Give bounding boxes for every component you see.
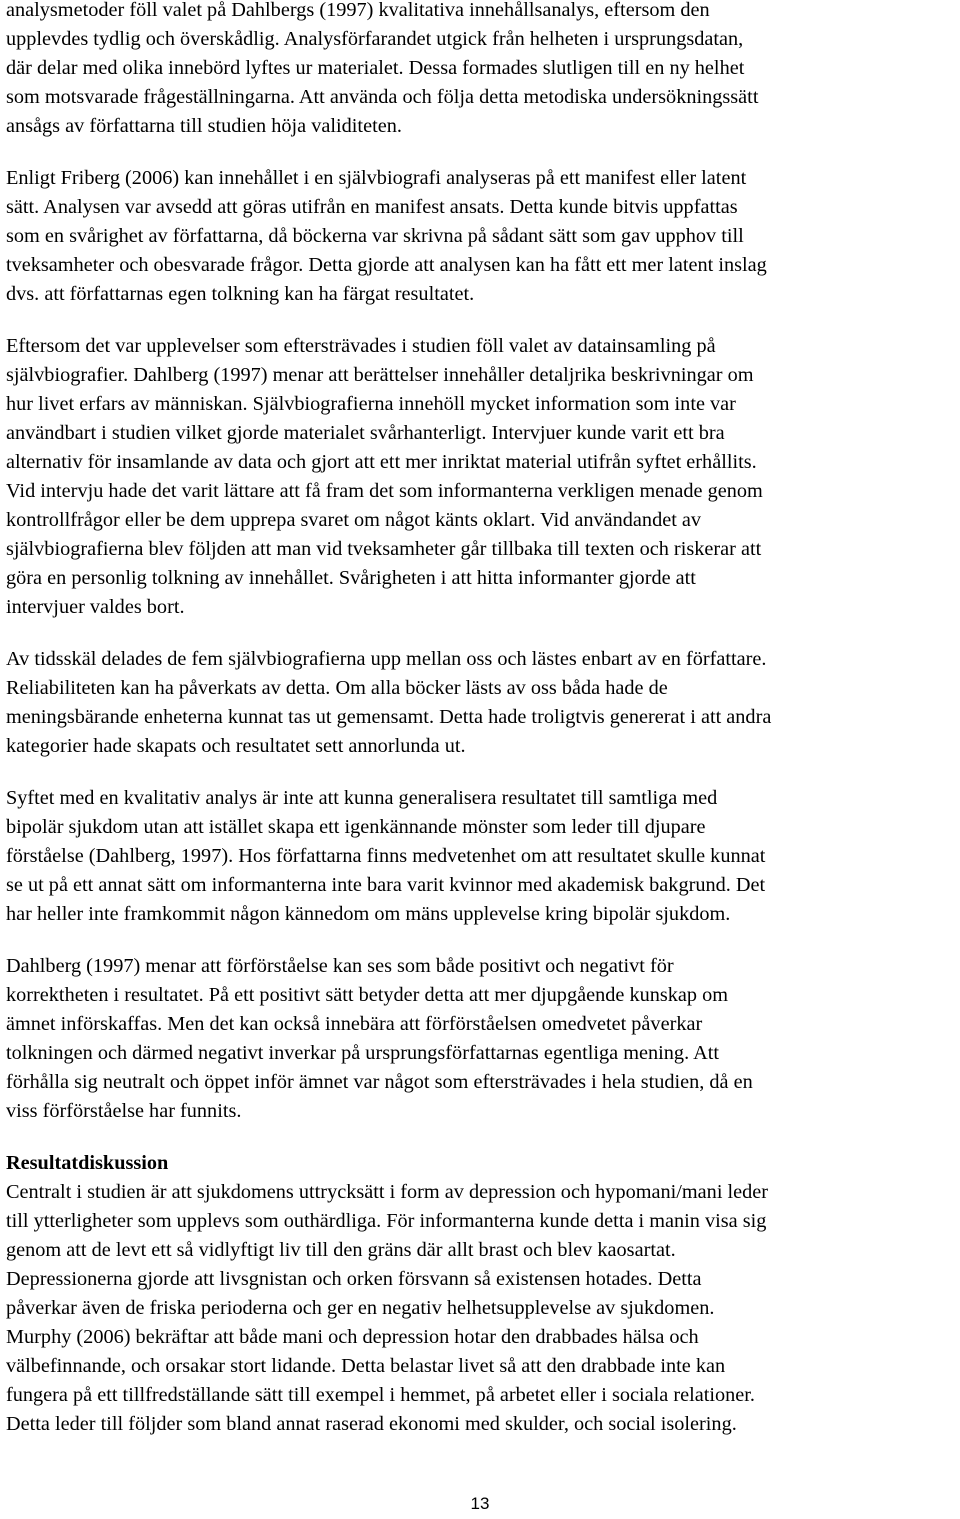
text-line: självbiografierna blev följden att man vid tveksamheter går tillbaka till texten och riskerar att	[6, 538, 762, 560]
text-line: Depressionerna gjorde att livsgnistan och orken försvann så existensen hotades. Detta	[6, 1268, 702, 1290]
text-line: viss förförståelse har funnits.	[6, 1100, 242, 1122]
paragraph	[6, 332, 956, 622]
text-line: intervjuer valdes bort.	[6, 596, 185, 618]
section-heading: Resultatdiskussion	[6, 1152, 169, 1174]
text-line: korrektheten i resultatet. På ett positivt sätt betyder detta att mer djupgående kunskap om	[6, 984, 729, 1006]
text-line: självbiografier. Dahlberg (1997) menar att berättelser innehåller detaljrika beskrivningar om	[6, 364, 754, 386]
text-line: Av tidsskäl delades de fem självbiografierna upp mellan oss och lästes enbart av en författare.	[6, 648, 767, 670]
text-line: meningsbärande enheterna kunnat tas ut gemensamt. Detta hade troligtvis genererat i att andra	[6, 706, 772, 728]
text-line: alternativ för insamlande av data och gjort att ett mer inriktat material utifrån syftet erhållits.	[6, 451, 757, 473]
text-line: Detta leder till följder som bland annat raserad ekonomi med skulder, och social isolering.	[6, 1413, 737, 1435]
text-line: kontrollfrågor eller be dem upprepa svaret om något känts oklart. Vid användandet av	[6, 509, 702, 531]
text-line: hur livet erfars av människan. Självbiografierna innehöll mycket information som inte var	[6, 393, 736, 415]
page-number: 13	[470, 1494, 490, 1513]
text-line: genom att de levt ett så vidlyftigt liv till den gräns där allt brast och blev kaosartat.	[6, 1239, 676, 1261]
text-line: Enligt Friberg (2006) kan innehållet i en självbiografi analyseras på ett manifest eller latent	[6, 167, 747, 189]
text-line: som motsvarade frågeställningarna. Att använda och följa detta metodiska undersökningssätt	[6, 86, 759, 108]
text-line: Eftersom det var upplevelser som eftersträvades i studien föll valet av datainsamling på	[6, 335, 716, 357]
text-line: se ut på ett annat sätt om informanterna inte bara varit kvinnor med akademisk bakgrund. Det	[6, 874, 766, 896]
text-line: Vid intervju hade det varit lättare att få fram det som informanterna verkligen menade genom	[6, 480, 763, 502]
text-line: tolkningen och därmed negativt inverkar på ursprungsförfattarnas egentliga mening. Att	[6, 1042, 720, 1064]
text-line: till ytterligheter som upplevs som outhärdliga. För informanterna kunde detta i manin visa sig	[6, 1210, 767, 1232]
section-resultatdiskussion	[6, 1149, 956, 1439]
text-line: fungera på ett tillfredställande sätt till exempel i hemmet, på arbetet eller i sociala relationer.	[6, 1384, 755, 1406]
paragraph	[6, 0, 956, 141]
text-line: förståelse (Dahlberg, 1997). Hos författarna finns medvetenhet om att resultatet skulle kunnat	[6, 845, 766, 867]
text-line: påverkar även de friska perioderna och ger en negativ helhetsupplevelse av sjukdomen.	[6, 1297, 715, 1319]
text-line: Murphy (2006) bekräftar att både mani och depression hotar den drabbades hälsa och	[6, 1326, 699, 1348]
text-line: där delar med olika innebörd lyftes ur materialet. Dessa formades slutligen till en ny helhet	[6, 57, 745, 79]
text-line: ämnet införskaffas. Men det kan också innebära att förförståelsen omedvetet påverkar	[6, 1013, 703, 1035]
text-line: välbefinnande, och orsakar stort lidande. Detta belastar livet så att den drabbade inte kan	[6, 1355, 726, 1377]
text-line: har heller inte framkommit någon kännedom om mäns upplevelse kring bipolär sjukdom.	[6, 903, 731, 925]
text-line: upplevdes tydlig och överskådlig. Analysförfarandet utgick från helheten i ursprungsdatan,	[6, 28, 744, 50]
text-line: göra en personlig tolkning av innehållet. Svårigheten i att hitta informanter gjorde att	[6, 567, 696, 589]
text-line: Dahlberg (1997) menar att förförståelse kan ses som både positivt och negativt för	[6, 955, 674, 977]
text-line: förhålla sig neutralt och öppet inför ämnet var något som eftersträvades i hela studien, då en	[6, 1071, 753, 1093]
text-line: tveksamheter och obesvarade frågor. Detta gjorde att analysen kan ha fått ett mer latent inslag	[6, 254, 767, 276]
text-line: analysmetoder föll valet på Dahlbergs (1997) kvalitativa innehållsanalys, eftersom den	[6, 0, 710, 21]
text-line: som en svårighet av författarna, då böckerna var skrivna på sådant sätt som gav upphov till	[6, 225, 744, 247]
section-body	[6, 1178, 956, 1439]
text-line: ansågs av författarna till studien höja validiteten.	[6, 115, 402, 137]
paragraph	[6, 164, 956, 309]
text-line: användbart i studien vilket gjorde materialet svårhanterligt. Intervjuer kunde varit ett bra	[6, 422, 725, 444]
paragraph	[6, 952, 956, 1126]
paragraph	[6, 784, 956, 929]
text-line: bipolär sjukdom utan att istället skapa ett igenkännande mönster som leder till djupare	[6, 816, 706, 838]
document-page	[6, 0, 956, 1462]
text-line: Syftet med en kvalitativ analys är inte att kunna generalisera resultatet till samtliga med	[6, 787, 718, 809]
text-line: dvs. att författarnas egen tolkning kan ha färgat resultatet.	[6, 283, 475, 305]
text-line: Centralt i studien är att sjukdomens uttrycksätt i form av depression och hypomani/mani leder	[6, 1181, 769, 1203]
text-line: sätt. Analysen var avsedd att göras utifrån en manifest ansats. Detta kunde bitvis uppfattas	[6, 196, 738, 218]
body-text	[6, 0, 956, 1126]
paragraph	[6, 645, 956, 761]
text-line: kategorier hade skapats och resultatet sett annorlunda ut.	[6, 735, 466, 757]
text-line: Reliabiliteten kan ha påverkats av detta. Om alla böcker lästs av oss båda hade de	[6, 677, 668, 699]
